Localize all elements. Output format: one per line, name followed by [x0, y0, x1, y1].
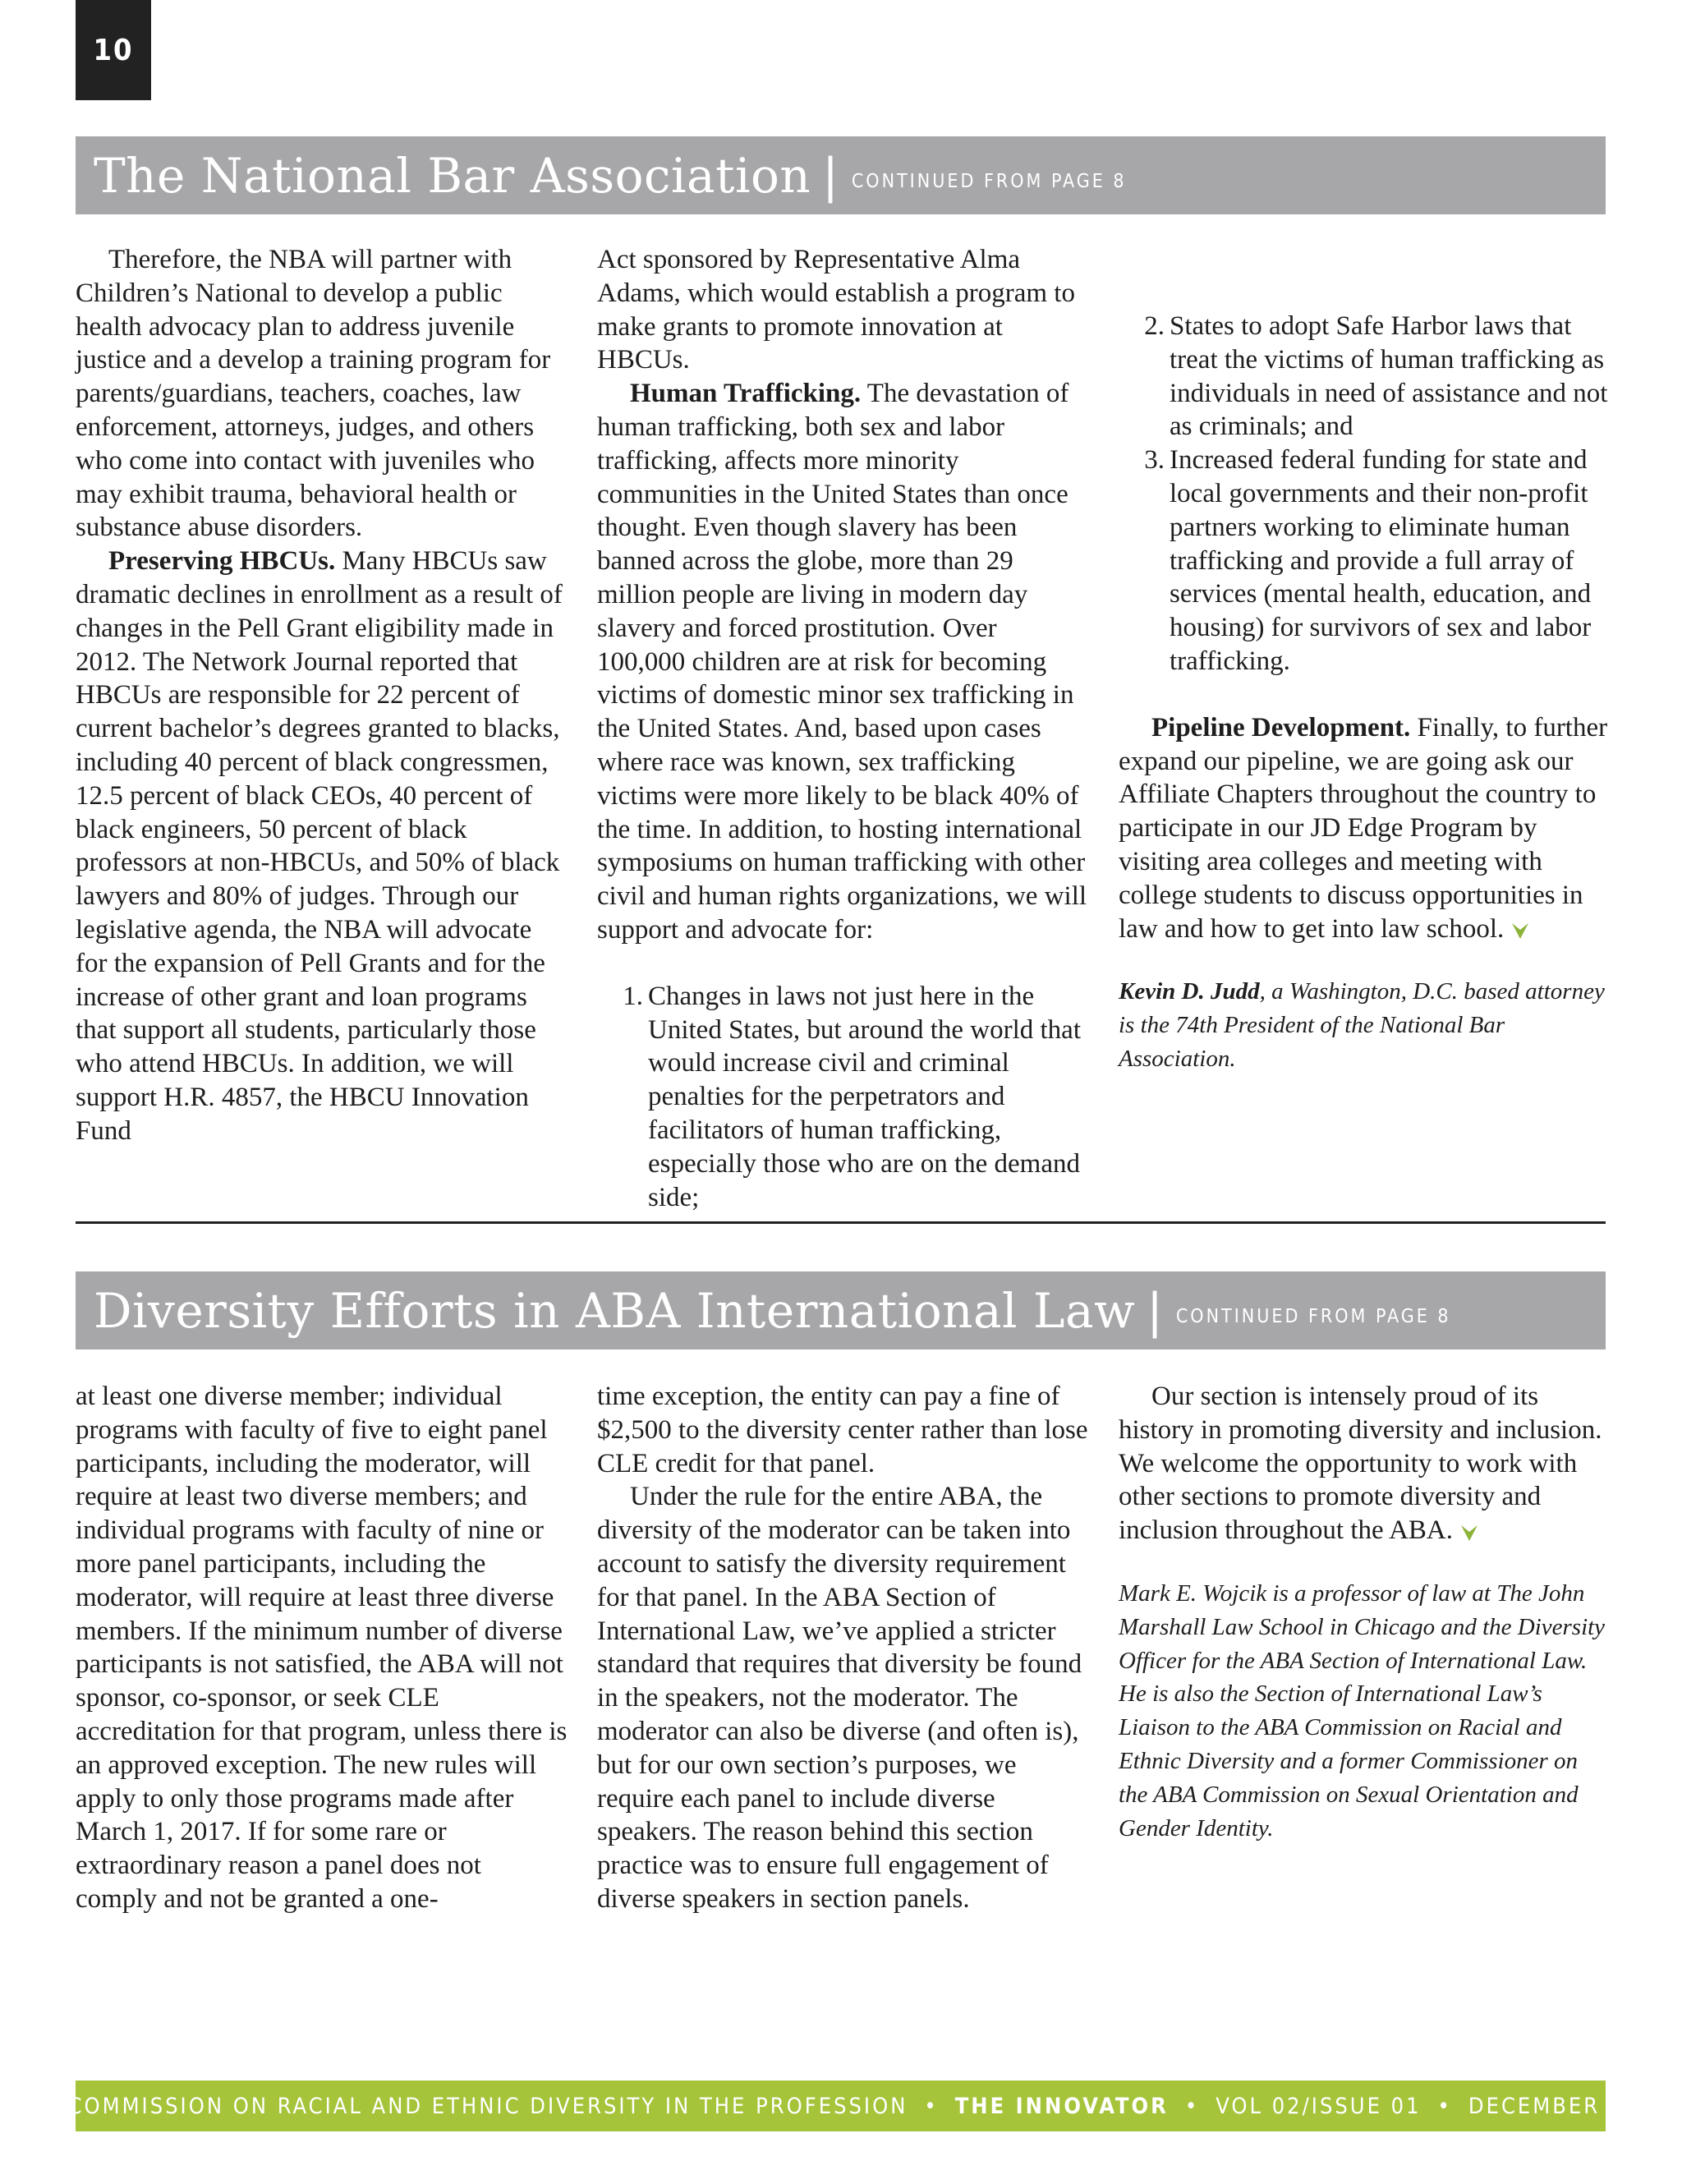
paragraph-text: The devastation of human trafficking, both sex and labor trafficking, affects more minority communities in the United States than once thought. Even though slavery has been banned across the globe, more than 29 million people are living in modern day slavery and forced prostitution. Over 100,000 children are at risk for becoming victims of domestic minor sex trafficking in the United States. And, based upon cases where race was known, sex trafficking victims were more likely to be black 40% of the time. In addition, to hosting international symposiums on human trafficking with other civil and human rights organizations, we will support and advocate for: [597, 379, 1087, 945]
end-mark-icon [1510, 921, 1530, 940]
footer-issue: VOL 02/ISSUE 01 [1216, 2093, 1422, 2119]
article2-column-3 [1119, 1380, 1611, 1845]
paragraph-text: Our section is intensely proud of its history in promoting diversity and inclusion. We welcome the opportunity to work with other sections to promote diversity and inclusion throughout the ABA. [1119, 1382, 1602, 1546]
list-item [1119, 310, 1611, 444]
paragraph [1119, 1380, 1611, 1547]
paragraph: at least one diverse member; individual programs with faculty of five to eight panel participants, including the moderator, will require at least two diverse members; and individual programs with faculty of nine or more panel participants, including the moderator, will require at least three diverse members. If the minimum number of diverse participants is not satisfied, the ABA will not sponsor, co-sponsor, or seek CLE accreditation for that program, unless there is an approved exception. The new rules will apply to only those programs made after March 1, 2017. If for some rare or extraordinary reason a panel does not comply and not be granted a one- [76, 1382, 568, 1914]
list-text: Increased federal funding for state and local governments and their non-profit partners working to eliminate human trafficking and provide a full array of services (mental health, education, and housing) for survivors of sex and labor trafficking. [1170, 445, 1592, 676]
article2-banner [76, 1271, 1606, 1349]
article1-separator: | [822, 147, 839, 204]
article1-title: The National Bar Association [94, 147, 811, 204]
author-name: Kevin D. Judd [1119, 978, 1260, 1005]
paragraph-text: Many HBCUs saw dramatic declines in enrollment as a result of changes in the Pell Grant eligibility made in 2012. The Network Journal reported that HBCUs are responsible for 22 percent of current bachelor’s degrees granted to blacks, including 40 percent of black congressmen, 12.5 percent of black CEOs, 40 percent of black engineers, 50 percent of black professors at non-HBCUs, and 50% of black lawyers and 80% of judges. Through our legislative agenda, the NBA will advocate for the expansion of Pell Grants and for the increase of other grant and loan programs that support all students, particularly those who attend HBCUs. In addition, we will support H.R. 4857, the HBCU Innovation Fund [76, 546, 563, 1146]
article2-separator: | [1147, 1282, 1163, 1339]
end-mark-icon [1459, 1523, 1479, 1543]
footer-dot: • [924, 2093, 939, 2119]
section-divider [76, 1221, 1606, 1224]
advocacy-list-cont [1119, 243, 1611, 678]
author-bio: Mark E. Wojcik is a professor of law at The John Marshall Law School in Chicago and the Diversity Officer for the ABA Section of International Law. He is also the Section of International Law’s Liaison to the ABA Commission on Racial and Ethnic Diversity and a former Commissioner on the ABA Commission on Sexual Orientation and Gender Identity. [1119, 1579, 1606, 1841]
lead-in: Pipeline Development. [1151, 712, 1411, 743]
author-bio [1119, 975, 1611, 1075]
advocacy-list [597, 980, 1090, 1215]
list-text: States to adopt Safe Harbor laws that treat the victims of human trafficking as individuals in need of assistance and not as criminals; and [1170, 311, 1608, 442]
list-number: 1. [623, 981, 643, 1011]
footer-publication: THE INNOVATOR [954, 2093, 1169, 2119]
list-text: Changes in laws not just here in the United States, but around the world that would increase civil and criminal penalties for the perpetrators and facilitators of human trafficking, especially those who are on the demand side; [648, 981, 1081, 1212]
article2-title: Diversity Efforts in ABA International Law [94, 1282, 1136, 1339]
footer-date: DECEMBER 2016 [1468, 2093, 1670, 2119]
footer-dot: • [1437, 2093, 1452, 2119]
article1-column-3 [1119, 243, 1611, 1076]
article1-banner [76, 136, 1606, 214]
paragraph [1119, 711, 1611, 946]
lead-in: Preserving HBCUs. [108, 546, 336, 577]
list-number: 3. [1144, 445, 1165, 476]
list-item [1119, 444, 1611, 678]
list-item [597, 980, 1090, 1215]
article2-column-2 [597, 1380, 1090, 1916]
footer-bar [11, 2081, 1670, 2131]
paragraph [597, 377, 1090, 947]
list-number: 2. [1144, 311, 1165, 341]
paragraph [76, 545, 568, 1147]
article2-column-1 [76, 1380, 568, 1916]
article1-column-2 [597, 243, 1090, 1214]
footer-dot: • [1184, 2093, 1200, 2119]
page-number: 10 [76, 0, 151, 100]
article1-continued: CONTINUED FROM PAGE 8 [851, 170, 1127, 192]
paragraph-text: Finally, to further expand our pipeline, we are going ask our Affiliate Chapters throughout the country to participate in our JD Edge Program by visiting area colleges and meeting with college students to discuss opportunities in law and how to get into law school. [1119, 712, 1608, 944]
footer-publisher: THE COMMISSION ON RACIAL AND ETHNIC DIVERSITY IN THE PROFESSION [11, 2093, 908, 2119]
lead-in: Human Trafficking. [630, 379, 862, 409]
paragraph: time exception, the entity can pay a fine of $2,500 to the diversity center rather than lose CLE credit for that panel. [597, 1382, 1088, 1478]
paragraph: Act sponsored by Representative Alma Adams, which would establish a program to make grants to promote innovation at HBCUs. [597, 245, 1075, 375]
article1-column-1 [76, 243, 568, 1148]
article2-continued: CONTINUED FROM PAGE 8 [1175, 1305, 1451, 1327]
author-bio-text: , a Washington, D.C. based attorney is the 74th President of the National Bar Association. [1119, 978, 1605, 1072]
paragraph: Under the rule for the entire ABA, the diversity of the moderator can be taken into account to satisfy the diversity requirement for that panel. In the ABA Section of International Law, we’ve applied a stricter standard that requires that diversity be found in the speakers, not the moderator. The moderator can also be diverse (and often is), but for our own section’s purposes, we require each panel to include diverse speakers. The reason behind this section practice was to ensure full engagement of diverse speakers in section panels. [597, 1482, 1082, 1914]
paragraph: Therefore, the NBA will partner with Children’s National to develop a public health advocacy plan to address juvenile justice and a develop a training program for parents/guardians, teachers, coaches, law enforcement, attorneys, judges, and others who come into contact with juveniles who may exhibit trauma, behavioral health or substance abuse disorders. [76, 245, 551, 543]
